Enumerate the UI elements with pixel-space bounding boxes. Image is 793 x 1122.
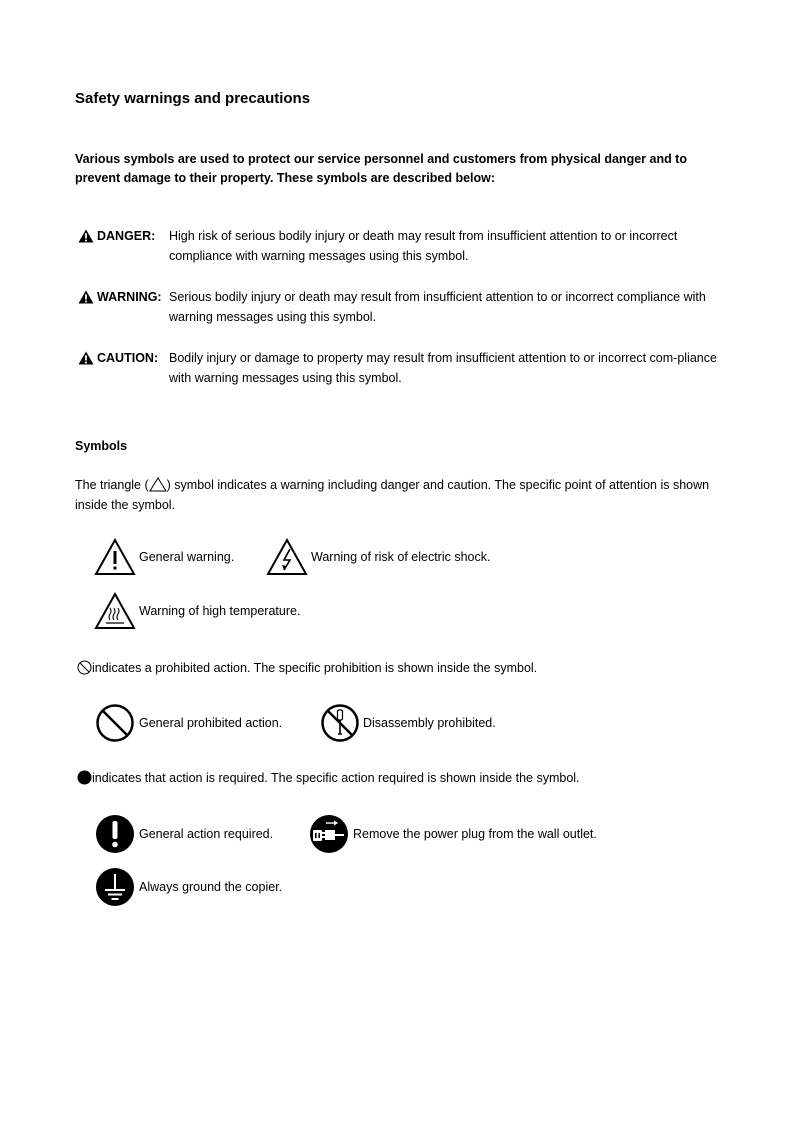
warning-warning-icon <box>78 290 94 304</box>
intro-paragraph: Various symbols are used to protect our service personnel and customers from physical danger and to prevent damage to their property. These symbols are described below: <box>75 152 687 185</box>
remove-power-plug-icon <box>309 814 349 854</box>
triangle-paragraph: The triangle ( ) symbol indicates a warning including danger and caution. The specific point of attention is shown inside the symbol. <box>75 478 710 512</box>
prohibited-paragraph: indicates a prohibited action. The specific prohibition is shown inside the symbol. <box>77 658 727 678</box>
required-paragraph: indicates that action is required. The specific action required is shown inside the symbol. <box>77 768 727 788</box>
ground-label: Always ground the copier. <box>139 880 283 894</box>
danger-level <box>78 226 728 266</box>
general-prohibited-label: General prohibited action. <box>139 716 283 730</box>
disassembly-prohibited-icon <box>320 703 360 743</box>
danger-label: DANGER: <box>97 229 156 243</box>
page-title: Safety warnings and precautions <box>75 90 311 107</box>
high-temperature-item <box>94 592 300 630</box>
ground-icon <box>95 867 135 907</box>
disassembly-prohibited-item <box>320 703 496 743</box>
electric-shock-item <box>266 538 490 576</box>
general-warning-label: General warning. <box>139 550 235 564</box>
required-solid-icon <box>77 770 92 785</box>
disassembly-prohibited-label: Disassembly prohibited. <box>363 716 496 730</box>
remove-power-plug-label: Remove the power plug from the wall outlet. <box>353 827 597 841</box>
triangle-outline-icon <box>149 477 167 492</box>
danger-warning-icon <box>78 229 94 243</box>
general-action-required-label: General action required. <box>139 827 274 841</box>
electric-shock-warning-icon <box>266 538 308 576</box>
caution-warning-icon <box>78 351 94 365</box>
warning-text: Serious bodily injury or death may result from insufficient attention to or incorrect compliance with warning messages using this symbol. <box>169 290 706 324</box>
ground-item <box>95 867 282 907</box>
electric-shock-label: Warning of risk of electric shock. <box>311 550 491 564</box>
general-warning-item <box>94 538 234 576</box>
caution-label: CAUTION: <box>97 351 159 365</box>
general-action-required-item <box>95 814 273 854</box>
symbols-heading: Symbols <box>75 439 128 453</box>
warning-level <box>78 287 728 327</box>
danger-text: High risk of serious bodily injury or death may result from insufficient attention to or incorrect compliance with warning messages using this symbol. <box>169 229 678 263</box>
prohibited-outline-icon <box>77 660 92 675</box>
general-prohibited-item <box>95 703 282 743</box>
general-warning-icon <box>94 538 136 576</box>
remove-power-plug-item <box>309 814 597 854</box>
general-action-required-icon <box>95 814 135 854</box>
high-temperature-label: Warning of high temperature. <box>139 604 301 618</box>
general-prohibited-icon <box>95 703 135 743</box>
high-temperature-warning-icon <box>94 592 136 630</box>
caution-level <box>78 348 728 388</box>
warning-label: WARNING: <box>97 290 162 304</box>
caution-text: Bodily injury or damage to property may result from insufficient attention to or incorrect com-pliance with warning messages using this symbol. <box>169 351 717 385</box>
